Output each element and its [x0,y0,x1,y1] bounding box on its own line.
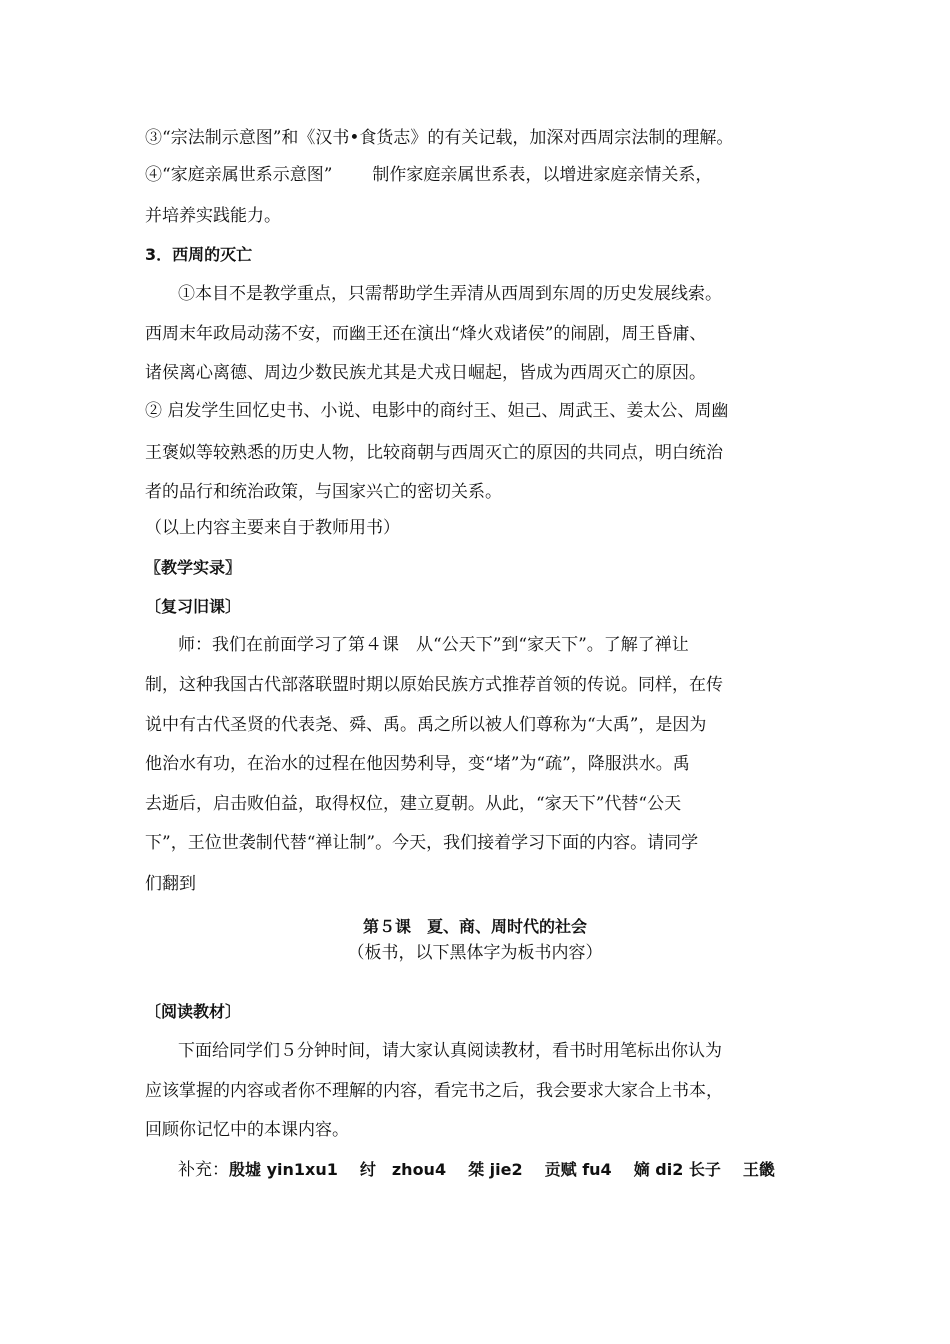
text-line: 并培养实践能力。 [145,206,281,226]
text-line [145,163,712,187]
supplement-term: 桀 jie2 [468,1160,523,1179]
supplement-term: 嫡 di2 长子 [633,1160,721,1179]
lesson-title: 第５课 夏、商、周时代的社会 [362,917,587,936]
text-line: 去逝后，启击败伯益，取得权位，建立夏朝。从此，“家天下”代替“公天 [145,794,682,814]
supplement-term: 殷墟 yin1xu1 [229,1160,338,1179]
text-line: 回顾你记忆中的本课内容。 [145,1120,349,1140]
supplement-line [178,1158,775,1182]
text-line: 西周末年政局动荡不安，而幽王还在演出“烽火戏诸侯”的闹剧，周王昏庸、 [145,324,707,344]
text-line: ①本目不是教学重点，只需帮助学生弄清从西周到东周的历史发展线索。 [178,284,722,304]
text-line: 者的品行和统治政策，与国家兴亡的密切关系。 [145,482,502,502]
text-line: 他治水有功，在治水的过程在他因势利导，变“堵”为“疏”，降服洪水。禹 [145,754,690,774]
section-heading: 〖教学实录〗 [145,558,242,577]
text-line: 下面给同学们５分钟时间，请大家认真阅读教材，看书时用笔标出你认为 [178,1041,722,1061]
text-line: 下”，王位世袭制代替“禅让制”。今天，我们接着学习下面的内容。请同学 [145,833,699,853]
text-line: 诸侯离心离德、周边少数民族尤其是犬戎日崛起，皆成为西周灭亡的原因。 [145,363,706,383]
supplement-term: 贡赋 fu4 [544,1160,612,1179]
text-line: 们翻到 [145,874,196,894]
supplement-label: 补充： [178,1160,229,1180]
section-heading: 3．西周的灭亡 [145,245,253,264]
text-segment: ④“家庭亲属世系示意图” [145,165,333,185]
text-line: 王褒姒等较熟悉的历史人物，比较商朝与西周灭亡的原因的共同点，明白统治 [145,443,723,463]
text-line: 应该掌握的内容或者你不理解的内容，看完书之后，我会要求大家合上书本， [145,1081,723,1101]
text-line: ③“宗法制示意图”和《汉书•食货志》的有关记载，加深对西周宗法制的理解。 [145,128,734,148]
section-heading: 〔阅读教材〕 [145,1002,242,1021]
lesson-note: （板书，以下黑体字为板书内容） [347,943,603,963]
text-segment: 制作家庭亲属世系表，以增进家庭亲情关系， [372,165,713,185]
text-line: 师：我们在前面学习了第４课 从“公天下”到“家天下”。了解了禅让 [178,635,689,655]
text-line: （以上内容主要来自于教师用书） [145,518,400,538]
supplement-term: 王畿 [742,1160,775,1179]
supplement-term: 纣 zhou4 [359,1160,447,1179]
text-line: 说中有古代圣贤的代表尧、舜、禹。禹之所以被人们尊称为“大禹”，是因为 [145,715,707,735]
text-line: ② 启发学生回忆史书、小说、电影中的商纣王、妲己、周武王、姜太公、周幽 [145,401,729,421]
section-heading: 〔复习旧课〕 [145,597,242,616]
text-line: 制，这种我国古代部落联盟时期以原始民族方式推荐首领的传说。同样，在传 [145,675,723,695]
